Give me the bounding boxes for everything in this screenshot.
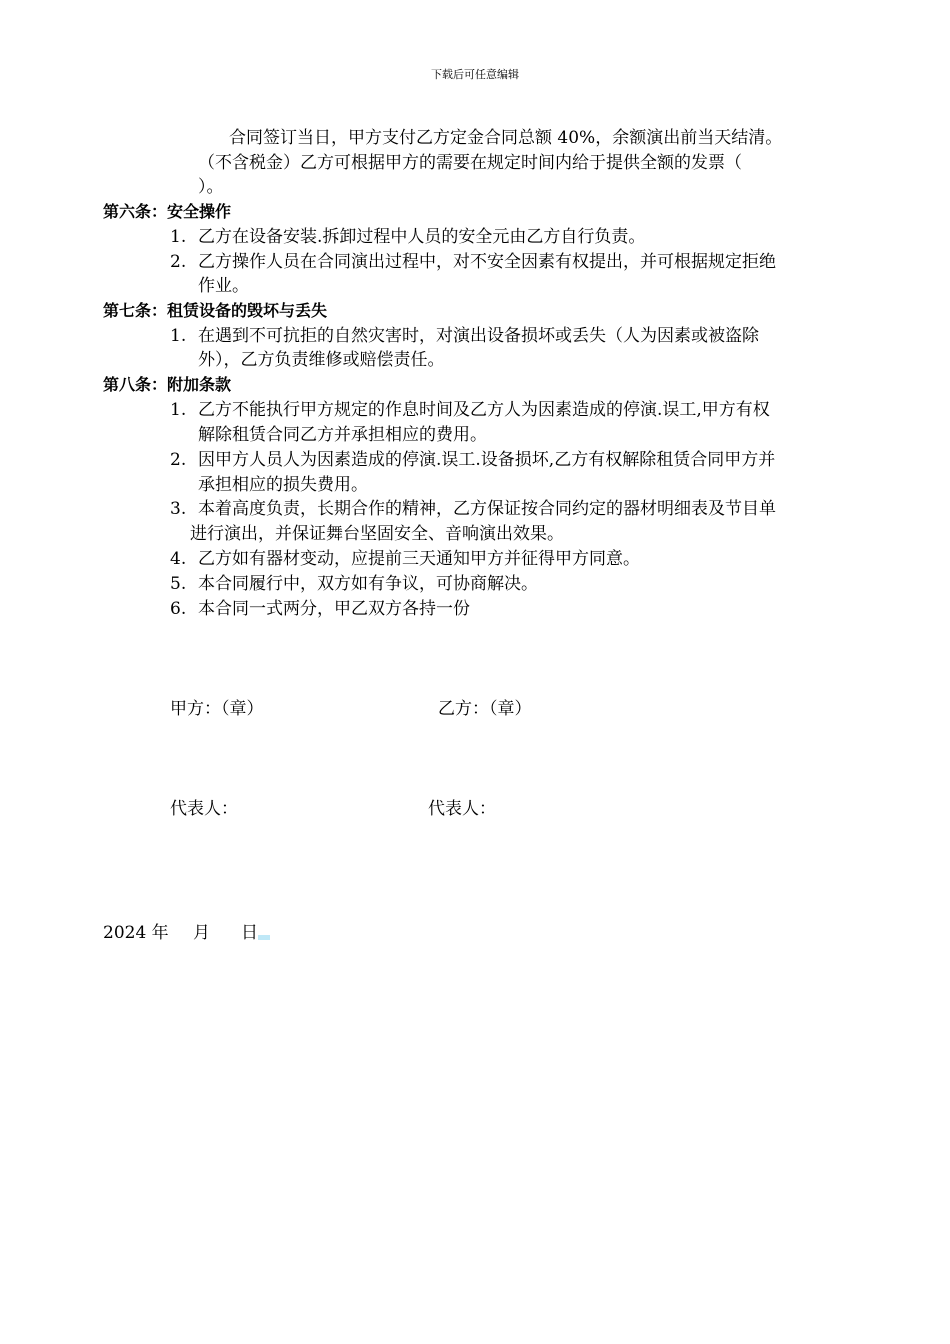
party-a-seal: 甲方：（章） [170,699,264,719]
s8-item-5 [170,572,538,596]
s7-item-1 [170,324,759,348]
s8-item-4-number: 4. [170,549,187,569]
s8-item-2-cont: 承担相应的损失费用。 [198,475,368,495]
s6-item-2 [170,250,776,274]
s8-item-6 [170,597,470,621]
payment-line-2: （不含税金）乙方可根据甲方的需要在规定时间内给于提供全额的发票（ [198,153,742,173]
s8-item-4-text: 乙方如有器材变动，应提前三天通知甲方并征得甲方同意。 [198,549,640,569]
s8-item-2-number: 2. [170,450,187,470]
s6-item-2-text: 乙方操作人员在合同演出过程中，对不安全因素有权提出，并可根据规定拒绝 [198,252,776,272]
payment-line-1: 合同签订当日，甲方支付乙方定金合同总额 40%，余额演出前当天结清。 [229,128,783,148]
s6-item-2-number: 2. [170,252,187,272]
s8-item-3-text: 本着高度负责，长期合作的精神，乙方保证按合同约定的器材明细表及节目单 [198,499,776,519]
s8-item-2-text: 因甲方人员人为因素造成的停演.误工.设备损坏,乙方有权解除租赁合同甲方并 [198,450,776,470]
date-year: 2024 年 [103,923,169,943]
s8-item-1-text: 乙方不能执行甲方规定的作息时间及乙方人为因素造成的停演.误工,甲方有权 [198,400,770,420]
s8-item-4 [170,547,640,571]
s6-item-1-number: 1. [170,227,187,247]
s6-item-1 [170,225,645,249]
s6-item-2-cont: 作业。 [198,276,249,296]
page-header: 下载后可任意编辑 [431,68,519,81]
s8-item-6-number: 6. [170,599,187,619]
payment-line-3: ）。 [198,177,224,197]
party-b-representative: 代表人： [428,799,496,819]
s8-item-1-number: 1. [170,400,187,420]
s8-item-3-cont: 进行演出，并保证舞台坚固安全、音响演出效果。 [190,524,564,544]
s7-item-1-text: 在遇到不可抗拒的自然灾害时，对演出设备损坏或丢失（人为因素或被盗除 [198,326,759,346]
section-7-title: 第七条：租赁设备的毁坏与丢失 [103,301,328,320]
s7-item-1-cont: 外），乙方负责维修或赔偿责任。 [198,350,445,370]
s6-item-1-text: 乙方在设备安装.拆卸过程中人员的安全元由乙方自行负责。 [198,227,646,247]
date-day: 日 [241,923,258,943]
s8-item-3 [170,497,776,521]
s8-item-1-cont: 解除租赁合同乙方并承担相应的费用。 [198,425,487,445]
s8-item-3-number: 3. [170,499,187,519]
text-cursor-marker [258,935,270,940]
s8-item-2 [170,448,775,472]
s8-item-5-number: 5. [170,574,187,594]
section-6-title: 第六条：安全操作 [103,202,232,221]
party-b-seal: 乙方：（章） [438,699,532,719]
section-8-title: 第八条：附加条款 [103,375,232,394]
s8-item-1 [170,398,770,422]
party-a-representative: 代表人： [170,799,238,819]
s7-item-1-number: 1. [170,326,187,346]
date-month: 月 [193,923,210,943]
s8-item-5-text: 本合同履行中，双方如有争议，可协商解决。 [198,574,538,594]
s8-item-6-text: 本合同一式两分，甲乙双方各持一份 [198,599,470,619]
